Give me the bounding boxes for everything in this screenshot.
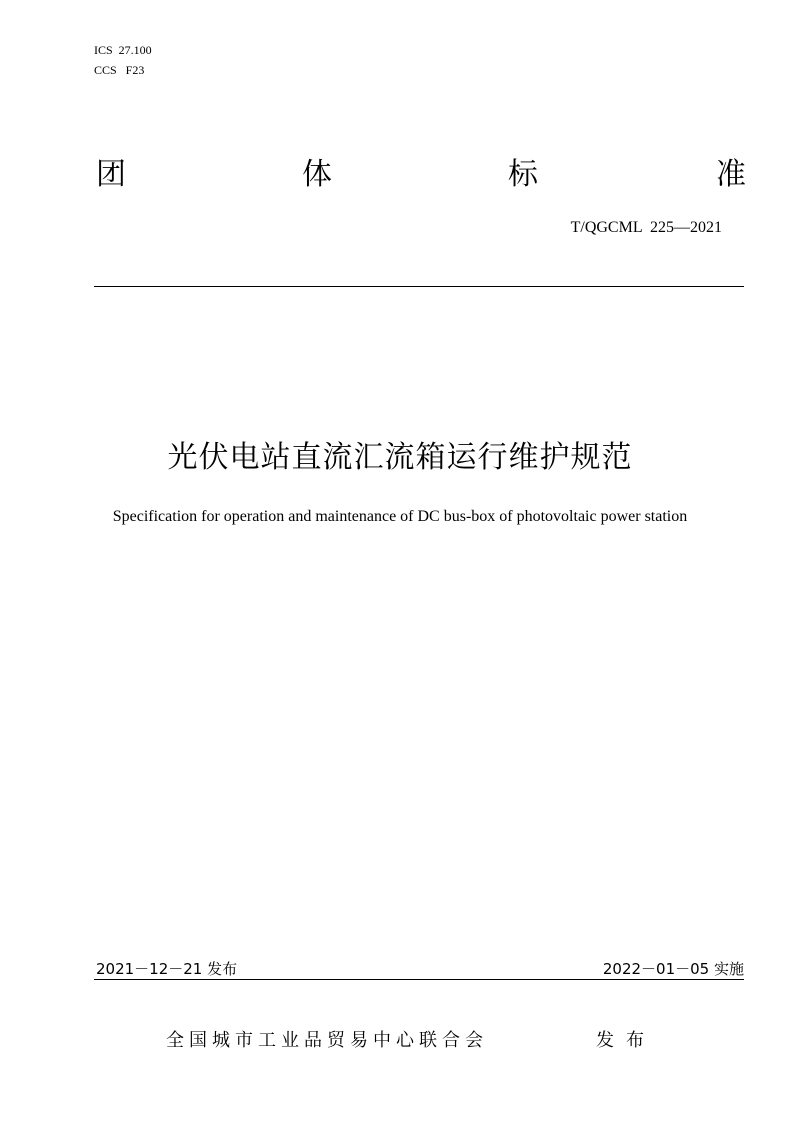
standard-type-char: 准 <box>716 157 746 192</box>
publish-label: 发布 <box>596 1030 656 1051</box>
header-divider <box>94 286 744 287</box>
publish-date: 2021－12－21 发布 <box>96 960 238 978</box>
classification-codes <box>94 40 152 80</box>
document-title-chinese: 光伏电站直流汇流箱运行维护规范 <box>167 440 633 475</box>
standard-type-char: 团 <box>96 157 126 192</box>
ics-code: ICS 27.100 <box>94 43 152 57</box>
document-title-english: Specification for operation and maintenance of DC bus-box of photovoltaic power station <box>112 508 688 525</box>
standard-number: T/QGCML 225—2021 <box>570 219 722 236</box>
standard-type-char: 标 <box>508 157 538 192</box>
ccs-code: CCS F23 <box>94 63 145 77</box>
footer-divider <box>94 979 744 980</box>
standard-type-char: 体 <box>302 157 332 192</box>
date-row <box>94 958 744 980</box>
standard-type-heading <box>96 155 748 195</box>
effective-date: 2022－01－05 实施 <box>602 960 744 978</box>
publisher-name: 全国城市工业品贸易中心联合会 <box>166 1030 488 1051</box>
